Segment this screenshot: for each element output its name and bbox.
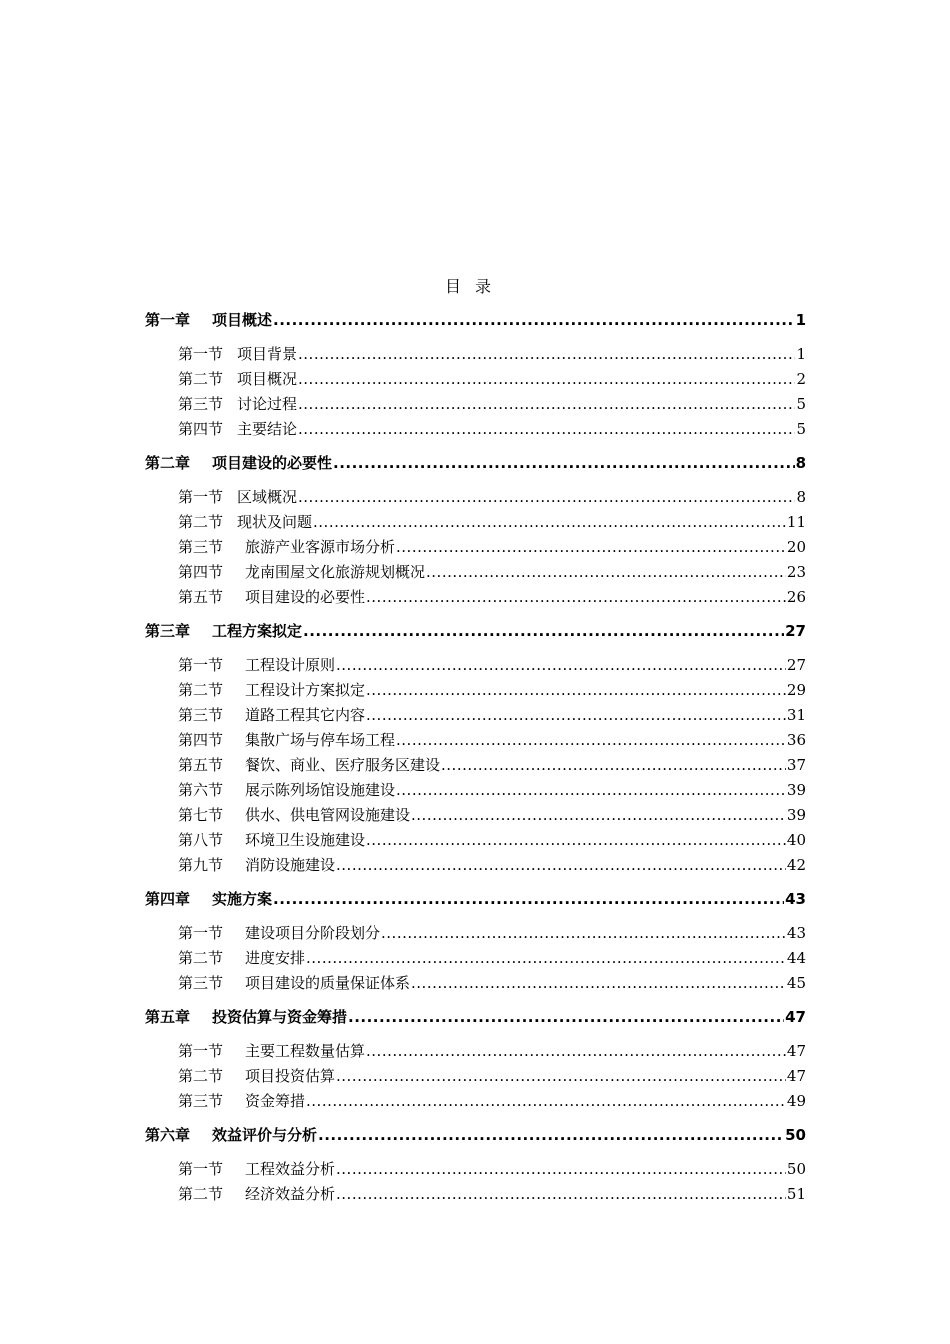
toc-section-entry[interactable]	[145, 678, 806, 703]
toc-entry-title: 项目概况	[237, 370, 298, 388]
toc-entry-page-number: 42	[786, 856, 806, 874]
toc-dot-leader	[333, 451, 795, 476]
toc-entry-page-number: 8	[795, 454, 806, 472]
toc-entry-page-number: 8	[796, 488, 806, 506]
toc-entry-page-number: 26	[786, 588, 806, 606]
toc-entry-title: 旅游产业客源市场分析	[245, 538, 396, 556]
toc-dot-leader	[336, 1064, 786, 1089]
toc-entry-number: 第五章	[145, 1008, 191, 1026]
toc-entry-page-number: 40	[786, 831, 806, 849]
toc-chapter-entry[interactable]	[145, 308, 806, 333]
toc-dot-leader	[381, 921, 786, 946]
toc-entry-title: 进度安排	[245, 949, 306, 967]
toc-entry-page-number: 1	[796, 345, 806, 363]
toc-entry-title: 展示陈列场馆设施建设	[245, 781, 396, 799]
toc-entry-page-number: 50	[786, 1160, 806, 1178]
toc-entry-page-number: 36	[786, 731, 806, 749]
toc-dot-leader	[366, 828, 786, 853]
toc-dot-leader	[336, 1157, 786, 1182]
toc-entry-page-number: 11	[786, 513, 806, 531]
toc-section-entry[interactable]	[145, 1039, 806, 1064]
toc-entry-title: 现状及问题	[237, 513, 313, 531]
toc-entry-number: 第三章	[145, 622, 191, 640]
toc-entry-number: 第二节	[178, 513, 224, 531]
toc-entry-number: 第三节	[178, 706, 224, 724]
toc-entry-number: 第一节	[178, 656, 224, 674]
toc-section-entry[interactable]	[145, 1089, 806, 1114]
toc-entry-title: 供水、供电管网设施建设	[245, 806, 411, 824]
toc-section-entry[interactable]	[145, 778, 806, 803]
toc-entry-title: 投资估算与资金筹措	[212, 1008, 348, 1026]
toc-entry-title: 效益评价与分析	[212, 1126, 318, 1144]
toc-entry-page-number: 1	[795, 311, 806, 329]
toc-dot-leader	[366, 678, 786, 703]
toc-title: 目录	[444, 277, 505, 296]
toc-section-entry[interactable]	[145, 653, 806, 678]
toc-entry-page-number: 37	[786, 756, 806, 774]
toc-section-entry[interactable]	[145, 1064, 806, 1089]
toc-section-entry[interactable]	[145, 1157, 806, 1182]
toc-dot-leader	[313, 510, 786, 535]
toc-section-entry[interactable]	[145, 828, 806, 853]
toc-section-entry[interactable]	[145, 560, 806, 585]
toc-section-entry[interactable]	[145, 753, 806, 778]
toc-dot-leader	[318, 1123, 784, 1148]
toc-dot-leader	[273, 308, 795, 333]
toc-dot-leader	[298, 485, 795, 510]
toc-dot-leader	[336, 1182, 786, 1207]
toc-entry-number: 第二节	[178, 1067, 224, 1085]
toc-entry-number: 第三节	[178, 538, 224, 556]
toc-entry-number: 第一节	[178, 1160, 224, 1178]
toc-dot-leader	[298, 367, 795, 392]
toc-entry-number: 第四节	[178, 420, 224, 438]
toc-section-entry[interactable]	[145, 535, 806, 560]
toc-section-entry[interactable]	[145, 703, 806, 728]
toc-section-entry[interactable]	[145, 946, 806, 971]
toc-entry-number: 第五节	[178, 588, 224, 606]
toc-entry-title: 建设项目分阶段划分	[245, 924, 381, 942]
toc-entry-title: 项目建设的必要性	[245, 588, 366, 606]
toc-section-entry[interactable]	[145, 510, 806, 535]
toc-entry-title: 消防设施建设	[245, 856, 336, 874]
toc-entry-title: 项目投资估算	[245, 1067, 336, 1085]
toc-entry-page-number: 47	[786, 1042, 806, 1060]
toc-entry-number: 第三节	[178, 395, 224, 413]
toc-entry-page-number: 27	[785, 622, 806, 640]
toc-entry-title: 项目建设的质量保证体系	[245, 974, 411, 992]
toc-dot-leader	[303, 619, 784, 644]
toc-dot-leader	[396, 778, 786, 803]
toc-entry-page-number: 39	[786, 806, 806, 824]
toc-dot-leader	[396, 535, 786, 560]
toc-dot-leader	[411, 971, 786, 996]
toc-entry-page-number: 5	[796, 395, 806, 413]
toc-entry-title: 工程方案拟定	[212, 622, 303, 640]
toc-entry-number: 第九节	[178, 856, 224, 874]
toc-dot-leader	[336, 853, 786, 878]
toc-entry-page-number: 51	[786, 1185, 806, 1203]
toc-entry-number: 第一节	[178, 488, 224, 506]
toc-entry-number: 第一章	[145, 311, 191, 329]
toc-section-entry[interactable]	[145, 853, 806, 878]
toc-entry-number: 第八节	[178, 831, 224, 849]
toc-entry-number: 第二节	[178, 681, 224, 699]
toc-chapter-entry[interactable]	[145, 1123, 806, 1148]
toc-entry-page-number: 50	[785, 1126, 806, 1144]
toc-section-entry[interactable]	[145, 367, 806, 392]
toc-chapter-entry[interactable]	[145, 1005, 806, 1030]
toc-entry-number: 第一节	[178, 924, 224, 942]
toc-entry-page-number: 43	[785, 890, 806, 908]
toc-entry-page-number: 45	[786, 974, 806, 992]
toc-entry-title: 实施方案	[212, 890, 273, 908]
toc-entry-number: 第二章	[145, 454, 191, 472]
toc-entry-number: 第一节	[178, 1042, 224, 1060]
toc-dot-leader	[426, 560, 786, 585]
toc-entry-title: 集散广场与停车场工程	[245, 731, 396, 749]
toc-entry-title: 项目概述	[212, 311, 273, 329]
toc-dot-leader	[441, 753, 786, 778]
toc-entry-page-number: 23	[786, 563, 806, 581]
toc-entry-title: 资金筹措	[245, 1092, 306, 1110]
toc-entry-number: 第三节	[178, 1092, 224, 1110]
toc-entry-page-number: 43	[786, 924, 806, 942]
toc-entry-title: 项目建设的必要性	[212, 454, 333, 472]
toc-dot-leader	[396, 728, 786, 753]
toc-dot-leader	[366, 703, 786, 728]
toc-entry-page-number: 39	[786, 781, 806, 799]
toc-entry-page-number: 49	[786, 1092, 806, 1110]
toc-section-entry[interactable]	[145, 342, 806, 367]
toc-entry-title: 主要结论	[237, 420, 298, 438]
toc-section-entry[interactable]	[145, 485, 806, 510]
toc-section-entry[interactable]	[145, 728, 806, 753]
toc-entry-title: 主要工程数量估算	[245, 1042, 366, 1060]
toc-entry-number: 第六章	[145, 1126, 191, 1144]
toc-section-entry[interactable]	[145, 1182, 806, 1207]
toc-entry-number: 第一节	[178, 345, 224, 363]
toc-entry-page-number: 44	[786, 949, 806, 967]
toc-chapter-entry[interactable]	[145, 887, 806, 912]
toc-entry-number: 第二节	[178, 949, 224, 967]
toc-dot-leader	[411, 803, 786, 828]
toc-entry-page-number: 27	[786, 656, 806, 674]
toc-entry-number: 第二节	[178, 370, 224, 388]
toc-entry-title: 区域概况	[237, 488, 298, 506]
toc-section-entry[interactable]	[145, 417, 806, 442]
toc-entry-number: 第七节	[178, 806, 224, 824]
toc-entry-page-number: 29	[786, 681, 806, 699]
toc-section-entry[interactable]	[145, 392, 806, 417]
toc-dot-leader	[366, 1039, 786, 1064]
toc-dot-leader	[306, 946, 786, 971]
toc-entry-title: 工程设计原则	[245, 656, 336, 674]
toc-dot-leader	[306, 1089, 786, 1114]
toc-section-entry[interactable]	[145, 803, 806, 828]
toc-entry-number: 第四章	[145, 890, 191, 908]
toc-dot-leader	[298, 392, 795, 417]
toc-dot-leader	[298, 342, 795, 367]
toc-dot-leader	[348, 1005, 784, 1030]
toc-entry-title: 工程设计方案拟定	[245, 681, 366, 699]
toc-entry-page-number: 2	[796, 370, 806, 388]
toc-entry-page-number: 5	[796, 420, 806, 438]
toc-section-entry[interactable]	[145, 585, 806, 610]
toc-entry-title: 经济效益分析	[245, 1185, 336, 1203]
toc-entry-number: 第四节	[178, 731, 224, 749]
toc-entry-page-number: 31	[786, 706, 806, 724]
toc-entry-title: 餐饮、商业、医疗服务区建设	[245, 756, 441, 774]
toc-entry-number: 第四节	[178, 563, 224, 581]
toc-dot-leader	[366, 585, 786, 610]
toc-entry-title: 龙南围屋文化旅游规划概况	[245, 563, 426, 581]
toc-entry-title: 道路工程其它内容	[245, 706, 366, 724]
table-of-contents	[145, 308, 806, 1207]
toc-dot-leader	[298, 417, 795, 442]
toc-section-entry[interactable]	[145, 971, 806, 996]
toc-dot-leader	[336, 653, 786, 678]
toc-entry-page-number: 47	[785, 1008, 806, 1026]
toc-entry-number: 第五节	[178, 756, 224, 774]
toc-entry-title: 项目背景	[237, 345, 298, 363]
toc-entry-number: 第三节	[178, 974, 224, 992]
toc-section-entry[interactable]	[145, 921, 806, 946]
toc-chapter-entry[interactable]	[145, 451, 806, 476]
toc-entry-page-number: 20	[786, 538, 806, 556]
toc-dot-leader	[273, 887, 784, 912]
toc-entry-title: 工程效益分析	[245, 1160, 336, 1178]
toc-entry-title: 环境卫生设施建设	[245, 831, 366, 849]
toc-chapter-entry[interactable]	[145, 619, 806, 644]
toc-entry-page-number: 47	[786, 1067, 806, 1085]
toc-entry-number: 第二节	[178, 1185, 224, 1203]
toc-entry-title: 讨论过程	[237, 395, 298, 413]
toc-entry-number: 第六节	[178, 781, 224, 799]
